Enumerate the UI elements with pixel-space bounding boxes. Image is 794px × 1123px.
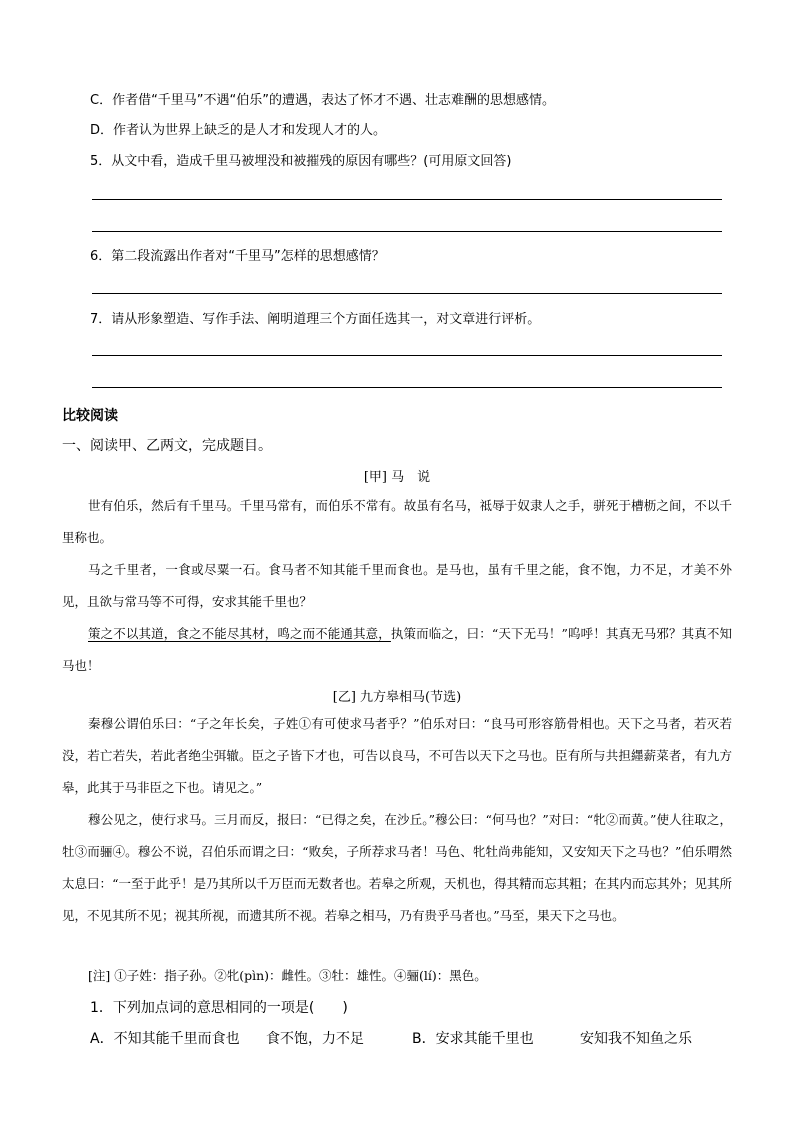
question-6: 6．第二段流露出作者对“千里马”怎样的思想感情？ bbox=[90, 249, 385, 264]
section-title: 比较阅读 bbox=[62, 408, 118, 424]
section-instruction: 一、阅读甲、乙两文，完成题目。 bbox=[62, 438, 272, 454]
yi-paragraph-1: 秦穆公谓伯乐曰：“子之年长矣，子姓①有可使求马者乎？”伯乐对曰：“良马可形容筋骨相也。天下之马者，若灭若没，若亡若失，若此者绝尘弭辙。臣之子皆下才也，可告以良马，不可告以天下之马也。臣有所与共担纆薪菜者，有九方皋，此其于马非臣之下也。请见之。” bbox=[62, 716, 732, 795]
option-a-pair: 食不饱，力不足 bbox=[266, 1031, 364, 1047]
jia-underlined-sentence: 策之不以其道，食之不能尽其材，鸣之而不能通其意， bbox=[88, 626, 391, 641]
jia-paragraph-2: 马之千里者，一食或尽粟一石。食马者不知其能千里而食也。是马也，虽有千里之能，食不饱，力不足，才美不外见，且欲与常马等不可得，安求其能千里也？ bbox=[62, 562, 732, 609]
option-c: C．作者借“千里马”不遇“伯乐”的遭遇，表达了怀才不遇、壮志难酬的思想感情。 bbox=[90, 93, 556, 108]
jia-paragraph-3-rest: 执策而临之，曰：“天下无马！”呜呼！其真无马邪？其真不知马也！ bbox=[62, 626, 732, 673]
passage-jia bbox=[62, 490, 732, 682]
answer-line bbox=[92, 231, 722, 232]
annotation-note: [注] ①子姓：指子孙。②牝(pìn)：雌性。③牡：雄性。④骊(lí)：黑色。 bbox=[88, 968, 487, 983]
passage-yi-title: [乙] 九方皋相马(节选) bbox=[332, 690, 462, 705]
option-b-pair: 安知我不知鱼之乐 bbox=[580, 1031, 692, 1047]
answer-line bbox=[92, 293, 722, 294]
passage-jia-title: [甲] 马 说 bbox=[363, 470, 431, 485]
option-b-sentence: B．安求其能千里也 bbox=[412, 1031, 534, 1047]
question-5: 5．从文中看，造成千里马被埋没和被摧残的原因有哪些？(可用原文回答) bbox=[90, 154, 512, 169]
answer-line bbox=[92, 199, 722, 200]
question-1-stem: 1．下列加点词的意思相同的一项是( ) bbox=[90, 1000, 348, 1016]
option-d: D．作者认为世界上缺乏的是人才和发现人才的人。 bbox=[90, 123, 387, 138]
jia-paragraph-1: 世有伯乐，然后有千里马。千里马常有，而伯乐不常有。故虽有名马，祗辱于奴隶人之手，骈死于槽枥之间，不以千里称也。 bbox=[62, 498, 732, 545]
passage-yi bbox=[62, 708, 732, 932]
answer-line bbox=[92, 355, 722, 356]
yi-paragraph-2: 穆公见之，使行求马。三月而反，报曰：“已得之矣，在沙丘。”穆公曰：“何马也？”对曰：“牝②而黄。”使人往取之，牡③而骊④。穆公不说，召伯乐而谓之曰：“败矣，子所荐求马者！马色、牝牡尚弗能知，又安知天下之马也？”伯乐喟然太息曰：“一至于此乎！是乃其所以千万臣而无数者也。若皋之所观，天机也，得其精而忘其粗；在其内而忘其外；见其所见，不见其所不见；视其所视，而遗其所不视。若皋之相马，乃有贵乎马者也。”马至，果天下之马也。 bbox=[62, 812, 732, 923]
jia-paragraph-3 bbox=[62, 618, 732, 682]
question-7: 7．请从形象塑造、写作手法、阐明道理三个方面任选其一，对文章进行评析。 bbox=[90, 312, 541, 327]
option-a-sentence: A．不知其能千里而食也 bbox=[90, 1031, 240, 1047]
answer-line bbox=[92, 387, 722, 388]
